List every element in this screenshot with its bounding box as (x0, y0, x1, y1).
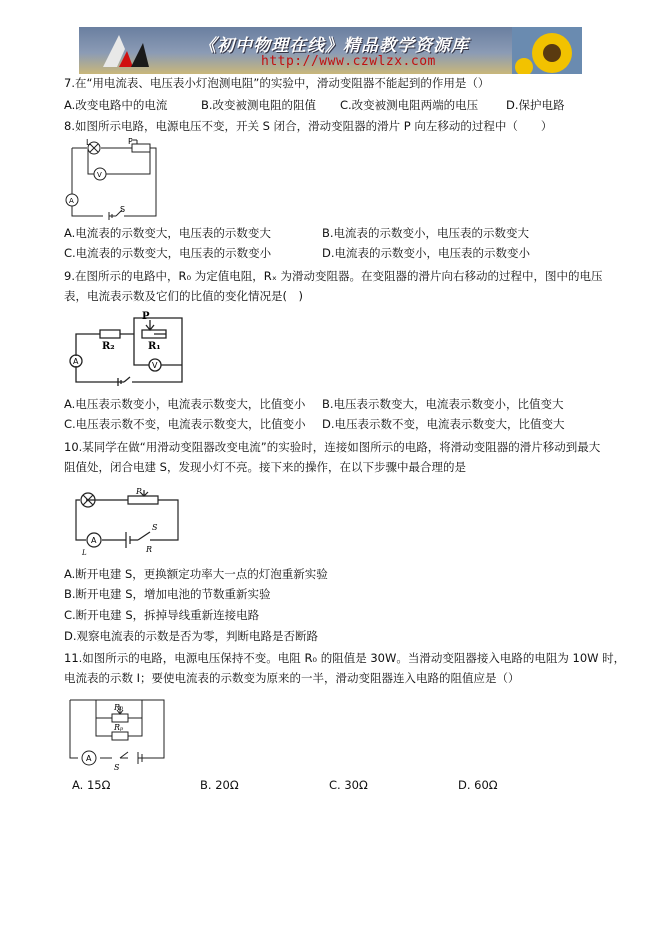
q8-stem: 8.如图所示电路，电源电压不变，开关 S 闭合，滑动变阻器的滑片 P 向左移动的过程中（ ） (64, 119, 553, 133)
header-banner (79, 27, 582, 74)
q7-stem: 7.在“用电流表、电压表小灯泡测电阻”的实验中，滑动变阻器不能起到的作用是（） (64, 76, 490, 90)
q11-option-c: C. 30Ω (329, 778, 368, 792)
q8-fig-ammeter: A (69, 197, 74, 205)
q10-fig-ammeter: A (91, 536, 97, 545)
q9-fig-label-r1: R₁ (148, 341, 161, 352)
q11-stem-line1: 11.如图所示的电路，电源电压保持不变。电阻 R₀ 的阻值是 30W。当滑动变阻器接入电路的电阻为 10W 时， (64, 651, 626, 665)
q8-fig-label-l: L (86, 138, 91, 147)
q8-fig-label-p: P (128, 137, 133, 146)
q8-option-d: D.电流表的示数变小，电压表的示数变小 (322, 246, 531, 260)
q10-fig-label-p: P (136, 487, 142, 496)
q11-fig-label-rp: Rₚ (114, 723, 124, 732)
q8-fig-label-s: S (120, 205, 126, 214)
q9-fig-label-p: P (142, 311, 150, 322)
q10-option-b: B.断开电建 S，增加电池的节数重新实验 (64, 587, 271, 601)
q11-option-b: B. 20Ω (200, 778, 239, 792)
q10-fig-label-r: R (146, 545, 153, 554)
q11-fig-ammeter: A (86, 754, 92, 763)
q10-fig-label-l: L (82, 549, 87, 557)
q10-circuit-diagram (66, 488, 188, 556)
q9-option-d: D.电压表示数不变，电流表示数变大，比值变大 (322, 417, 565, 431)
q9-stem-line2: 表，电流表示数及它们的比值的变化情况是( ) (64, 289, 303, 303)
banner-title: 《初中物理在线》精品教学资源库 (199, 36, 469, 56)
q11-fig-label-s: S (114, 763, 120, 772)
q9-fig-ammeter: A (73, 357, 79, 366)
q11-option-a: A. 15Ω (72, 778, 111, 792)
q8-option-b: B.电流表的示数变小，电压表的示数变大 (322, 226, 530, 240)
q10-stem-line1: 10.某同学在做“用滑动变阻器改变电流”的实验时，连接如图所示的电路，将滑动变阻器的滑片移动到最大 (64, 440, 601, 454)
q7-option-d: D.保护电路 (506, 98, 565, 112)
q10-option-c: C.断开电建 S，拆掉导线重新连接电路 (64, 608, 260, 622)
q8-fig-voltmeter: V (97, 171, 102, 179)
q10-option-a: A.断开电建 S，更换额定功率大一点的灯泡重新实验 (64, 567, 328, 581)
q11-fig-label-r0: R₀ (114, 703, 124, 712)
q8-option-a: A.电流表的示数变大，电压表的示数变大 (64, 226, 271, 240)
q8-option-c: C.电流表的示数变大，电压表的示数变小 (64, 246, 272, 260)
q11-circuit-diagram (66, 696, 170, 774)
q9-stem-line1: 9.在图所示的电路中，R₀ 为定值电阻，Rₓ 为滑动变阻器。在变阻器的滑片向右移动的过程中，图中的电压 (64, 269, 603, 283)
q11-stem-line2: 电流表的示数 I；要使电流表的示数变为原来的一半，滑动变阻器连入电路的阻值应是（） (64, 671, 520, 685)
q7-option-b: B.改变被测电阻的阻值 (201, 98, 317, 112)
q9-fig-voltmeter: V (152, 361, 158, 370)
q11-option-d: D. 60Ω (458, 778, 498, 792)
q9-option-a: A.电压表示数变小，电流表示数变大，比值变小 (64, 397, 306, 411)
q10-option-d: D.观察电流表的示数是否为零，判断电路是否断路 (64, 629, 319, 643)
q7-option-a: A.改变电路中的电流 (64, 98, 168, 112)
q7-option-c: C.改变被测电阻两端的电压 (340, 98, 479, 112)
q9-option-b: B.电压表示数变大，电流表示数变小，比值变大 (322, 397, 564, 411)
site-logo-icon (97, 31, 157, 71)
q9-fig-label-r2: R₂ (102, 341, 115, 352)
q9-circuit-diagram (64, 310, 188, 388)
q10-stem-line2: 阻值处，闭合电建 S，发现小灯不亮。接下来的操作，在以下步骤中最合理的是 (64, 460, 466, 474)
q9-option-c: C.电压表示数不变，电流表示数变大，比值变小 (64, 417, 306, 431)
sunflower-icon (512, 27, 582, 74)
q10-fig-label-s: S (152, 523, 158, 532)
banner-url[interactable]: http://www.czwlzx.com (261, 54, 436, 69)
q8-circuit-diagram (62, 138, 162, 220)
